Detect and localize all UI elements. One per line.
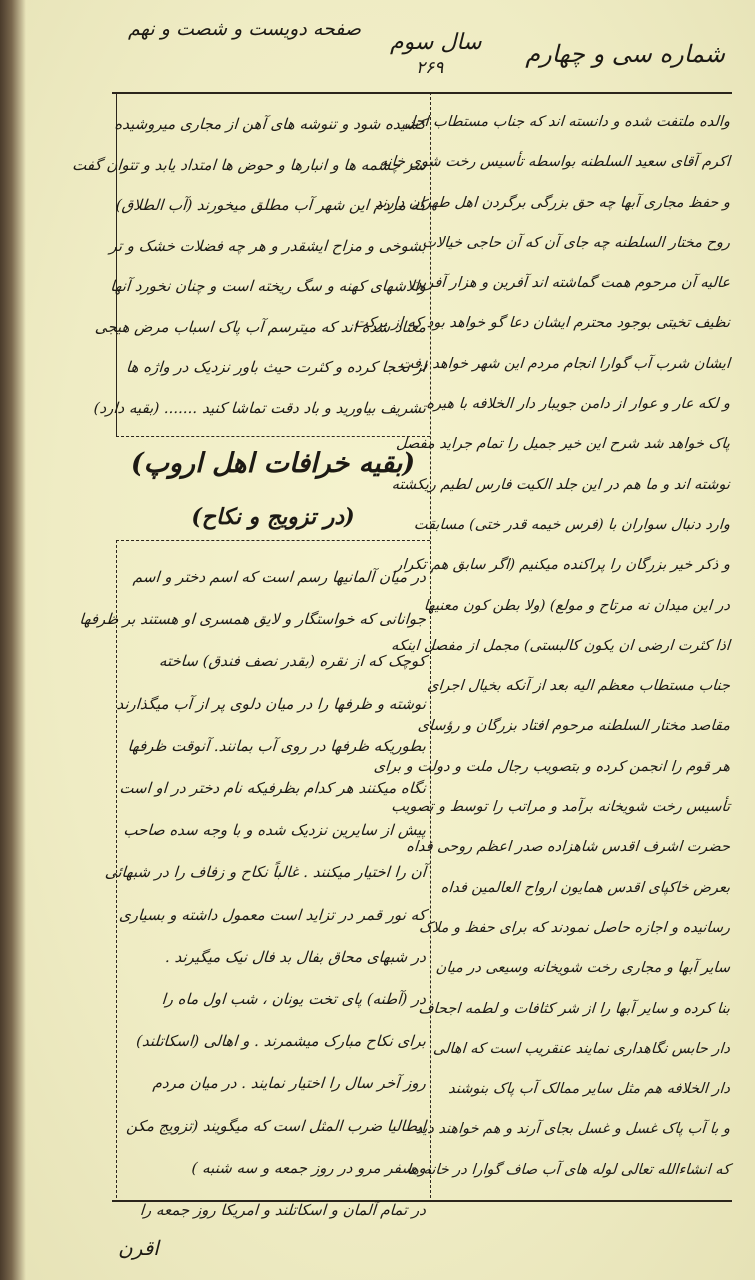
text-line: روح مختار السلطنه چه جای آن که آن حاجی خیالات [421, 234, 731, 251]
text-line: پاک خواهد شد شرح این خیر جمیل را تمام جراید مفصل [395, 436, 731, 453]
text-line: و ذکر خیر بزرگان را پراکنده میکنیم (اگر سابق هم تکرار [394, 557, 731, 574]
text-line: دار حابس نگاهداری نمایند عنقریب است که اهالی [432, 1040, 731, 1057]
text-line: سر چشمه ها و انبارها و حوض ها امتداد یابد و تتوان گفت [71, 155, 427, 174]
text-line: مقاصد مختار السلطنه مرحوم افتاد بزرگان و رؤسای [417, 718, 731, 735]
text-line: که مردم این شهر آب مطلق میخورند (آب الطلاق) [115, 196, 427, 214]
text-line: که انشاءالله تعالی لوله های آب صاف گوارا در خانه ها [406, 1161, 731, 1178]
text-line: پیش از سایرین نزدیک شده و با وجه سده صاحب [122, 821, 427, 840]
text-line: کشیده شود و تنوشه های آهن از مجاری میروشیده [113, 115, 427, 133]
text-line: در شبهای محاق بفال بد فال نیک میگیرند . [164, 947, 427, 966]
text-line: والاشهای کهنه و سگ ریخته است و چنان نخورد آنها [109, 277, 427, 295]
text-line: بشوخی و مزاح ایشقدر و هر چه فضلات خشک و تر [109, 236, 427, 255]
text-line: روز آخر سال را اختیار نمایند . در میان مردم [152, 1074, 427, 1093]
handwritten-margin-note: اقرن [118, 1236, 159, 1260]
text-line: تشریف بیاورید و باد دقت تماشا کنید ....... (بقیه دارد) [93, 398, 427, 417]
text-line: کوچک که از نقره (بقدر نصف فندق) ساخته [158, 652, 427, 671]
text-line: نظیف تخیتی بوجود محترم ایشان دعا گو خواهد بود که از برکت [353, 315, 731, 332]
page-label: صفحه دویست و شصت و نهم [128, 18, 362, 40]
text-line: و حفظ مجاری آبها چه حق بزرگی برگردن اهل طهران دارند [374, 194, 731, 211]
text-line: والده ملتفت شده و دانسته اند که جناب مستطاب اجل [404, 114, 731, 130]
text-line: بطوریکه ظرفها در روی آب بمانند. آنوقت ظرفها [127, 736, 427, 755]
text-line: بنا کرده و سایر آبها را از شر کثافات و لطمه اجحاف [417, 1000, 731, 1017]
book-binding-edge [0, 0, 26, 1280]
right-column [353, 102, 731, 1190]
left-bottom-column [78, 556, 427, 1231]
text-line: در این میدان نه مرتاح و مولع) (ولا بطن کون معنیها [423, 597, 731, 614]
text-line: تأسیس رخت شویخانه برآمد و مراتب را توسط و تصویب [390, 799, 731, 816]
text-line: نوشته و ظرفها را در میان دلوی پر از آب میگذارند [115, 694, 427, 713]
section-divider [116, 436, 430, 437]
text-line: و لکه عار و عوار از دامن جویبار دار الخلافه با هیره [425, 396, 731, 413]
text-line: که نور قمر در تزاید است معمول داشته و بسیاری [118, 905, 427, 924]
text-line: در (آطنه) پای تخت یونان ، شب اول ماه را [161, 990, 427, 1009]
page-number: ۲۶۹ [416, 58, 444, 78]
year-label: سال سوم [390, 30, 482, 55]
text-line: اذا کثرت ارضی ان یکون کالبستی) مجمل از مفصل اینکه [390, 637, 731, 654]
text-line: نگاه میکنند هر کدام بظرفیکه نام دختر در او است [118, 779, 427, 798]
text-line: سایر آبها و مجاری رخت شویخانه وسیعی در میان [435, 960, 731, 977]
text-line: برای نکاح مبارک میشمرند . و اهالی (اسکاتلند) [135, 1032, 427, 1051]
text-line: حضرت اشرف اقدس شاهزاده صدر اعظم روحی فداه [405, 839, 731, 856]
text-line: و با آب پاک غسل و غسل بجای آرند و هم خواهند دید [415, 1121, 731, 1138]
text-line: عالیه آن مرحوم همت گماشته اند آفرین و هزار آفرین [410, 275, 731, 292]
text-line: ایطالیا ضرب المثل است که میگویند (تزویج مکن [125, 1116, 427, 1135]
text-line: هر قوم را انجمن کرده و بتصویب رجال ملت و دولت و برای [373, 758, 731, 775]
text-line: بعرض خاکپای اقدس همایون ارواح العالمین فداه [440, 879, 731, 896]
text-line: نوشته اند و ما هم در این جلد الکیت فارس لطیم ریکشته [391, 476, 731, 493]
text-line: آن را اختیار میکنند . غالباً نکاح و زفاف را در شبهائی [104, 863, 427, 882]
text-line: اکرم آقای سعید السلطنه بواسطه تأسیس رخت شوی خانه [379, 154, 731, 171]
text-line: معتاد شده اند که میترسم آب پاک اسباب مرض هیجی [94, 317, 427, 336]
title-divider [116, 540, 430, 541]
text-line: در تمام آلمان و اسکاتلند و امریکا روز جمعه را [139, 1201, 427, 1220]
article-title: (بقیه خرافات اهل اروپ) [130, 448, 416, 479]
text-line: در میان آلمانیها رسم است که اسم دختر و اسم [132, 568, 427, 586]
text-line: ایشان شرب آب گوارا انجام مردم این شهر خواهد رفت [399, 355, 731, 372]
issue-label: شماره سی و چهارم [525, 40, 725, 68]
text-line: وارد دنبال سواران با (فرس خیمه قدر ختی) مسابقت [413, 516, 731, 533]
text-line: از نخجا کرده و کثرت حیث باور نزدیک در واژه ها [125, 358, 427, 376]
text-line: جوانانی که خواستگار و لایق همسری او هستند بر ظرفها [78, 610, 427, 629]
text-line: و سفر مرو در روز جمعه و سه شنبه ) [190, 1158, 427, 1177]
article-subtitle: (در تزویج و نکاح) [191, 504, 355, 530]
text-line: رسانیده و اجازه حاصل نمودند که برای حفظ و ملاک [418, 919, 731, 936]
text-line: جناب مستطاب معظم الیه بعد از آنکه بخیال اجرای [426, 678, 731, 695]
left-top-column [71, 104, 427, 428]
text-line: دار الخلافه هم مثل سایر ممالک آب پاک بنوشند [447, 1081, 731, 1098]
